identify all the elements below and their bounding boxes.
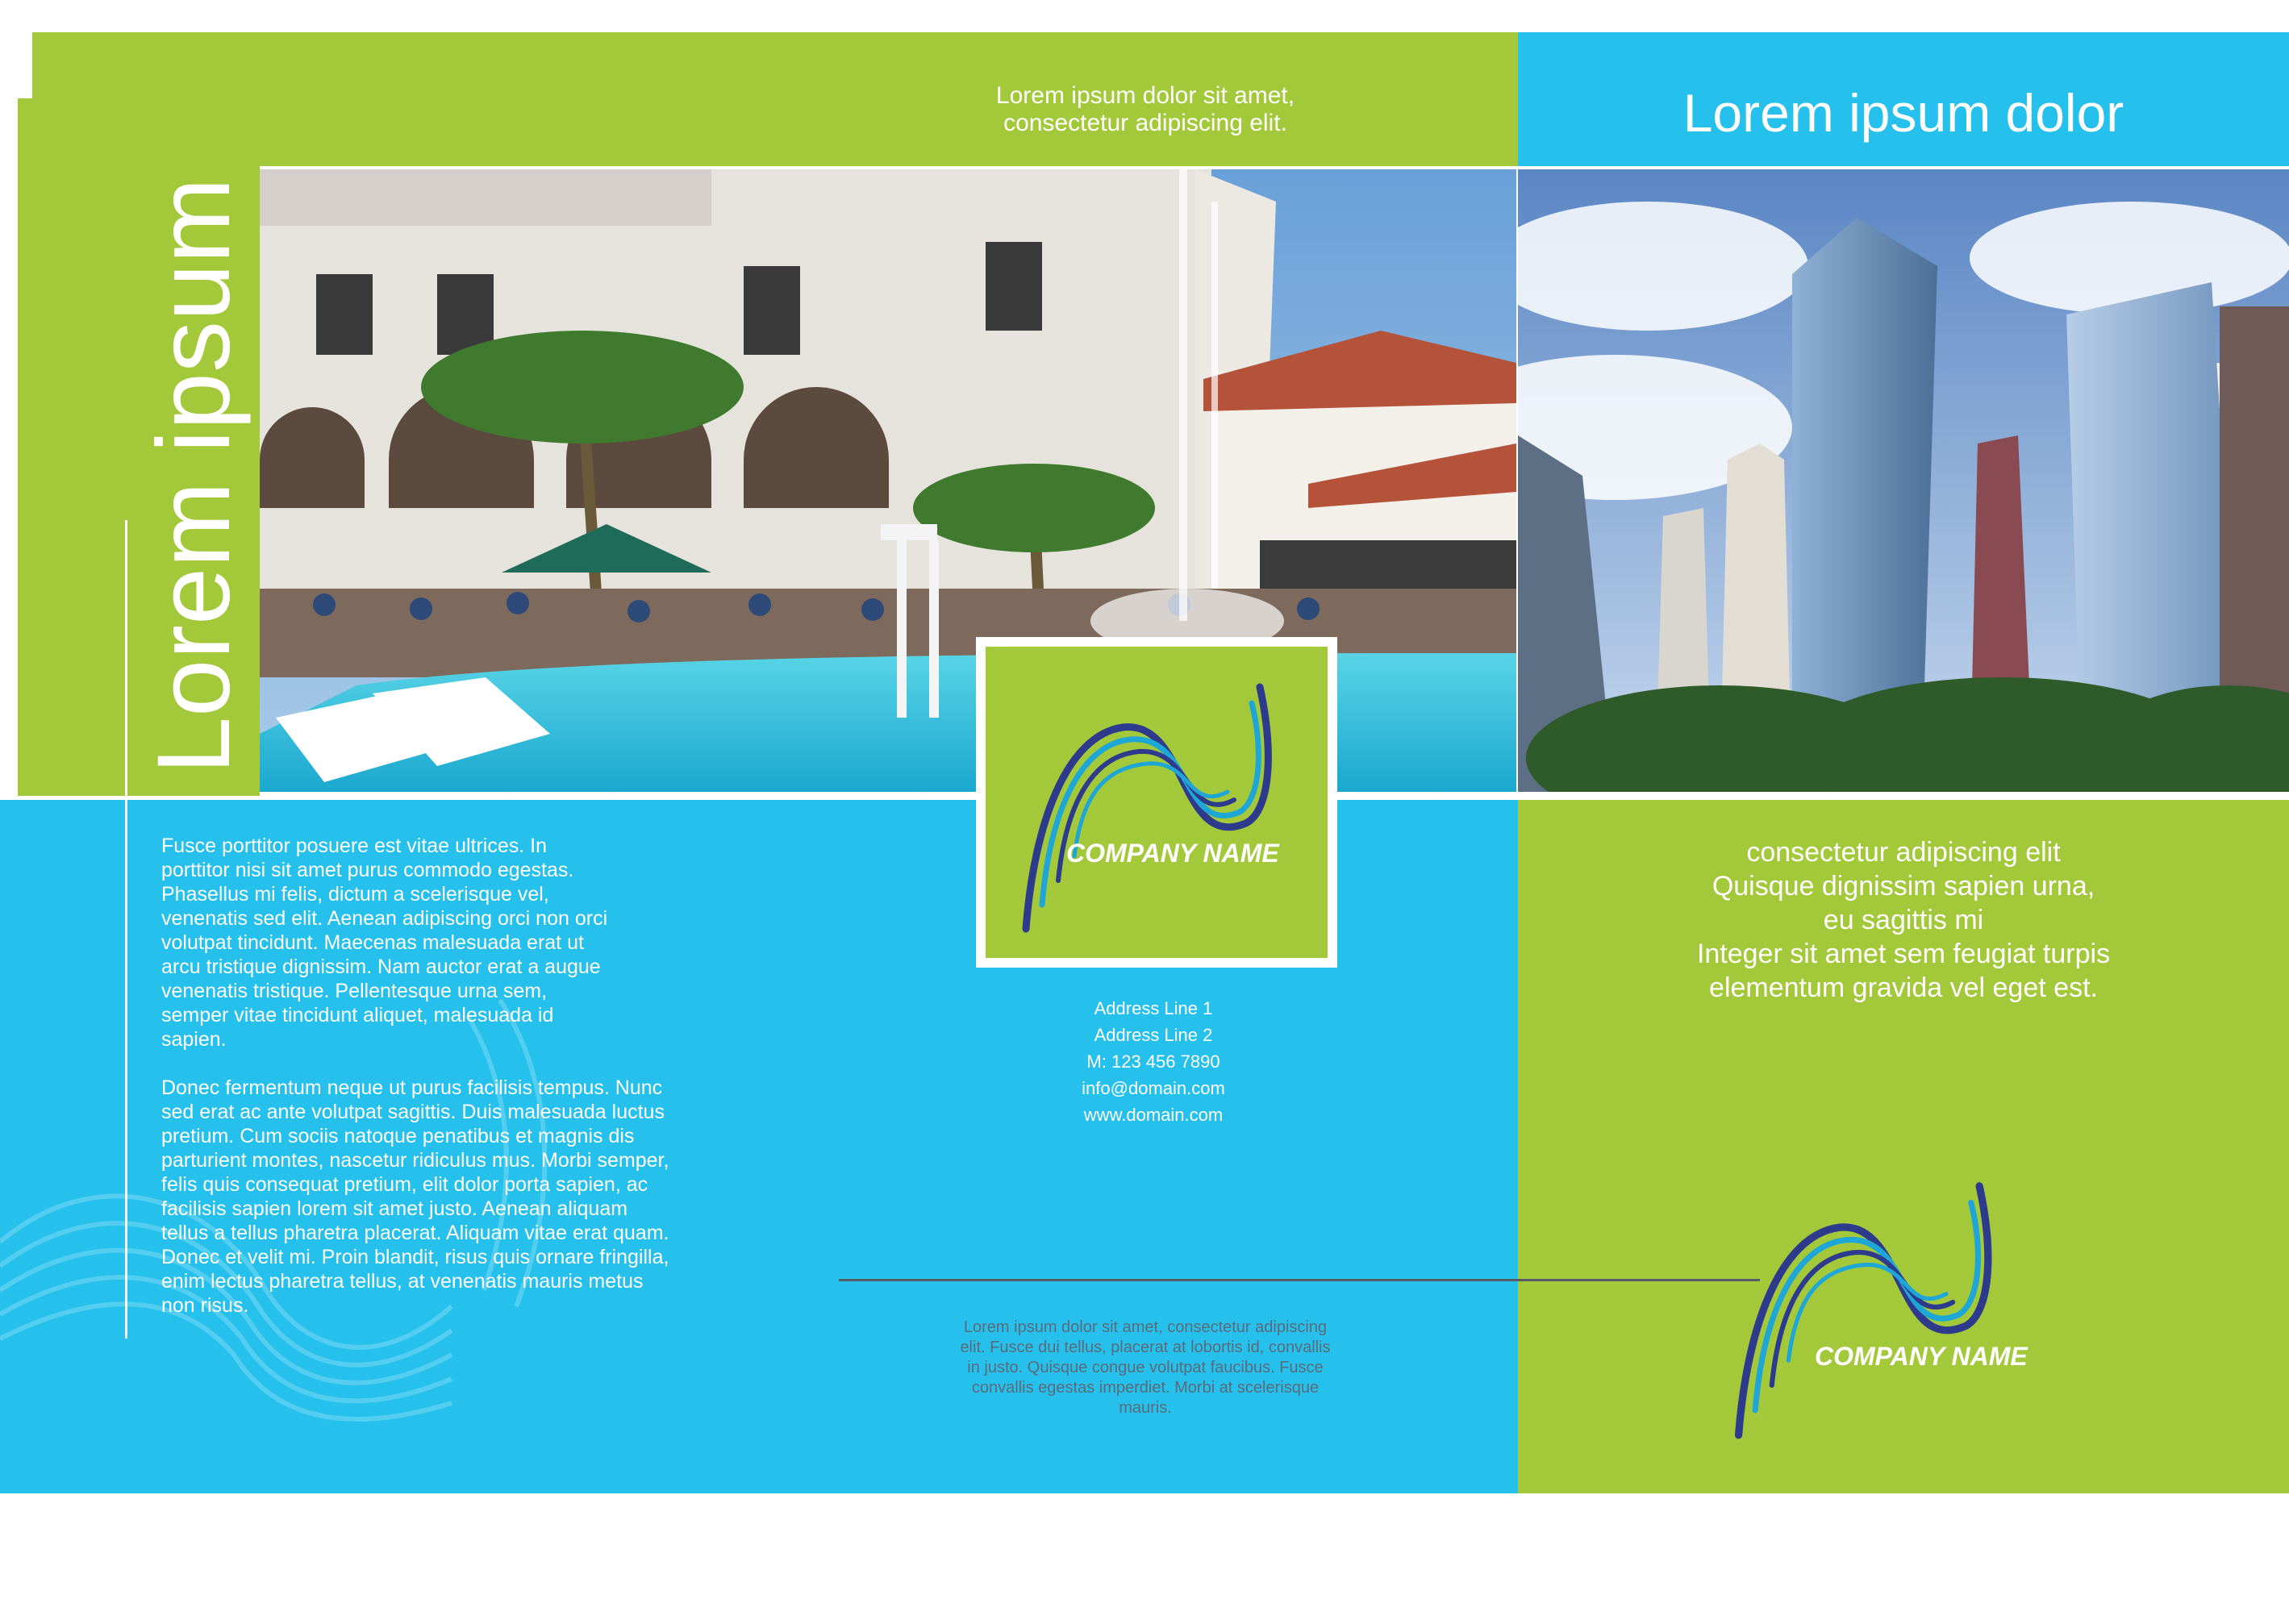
right-wave-logo-icon: [1726, 1161, 2000, 1443]
vertical-divider-line: [125, 520, 127, 1339]
address-line-1: Address Line 1: [1094, 998, 1213, 1018]
right-text-line-2: Quisque dignissim sapien urna,: [1712, 871, 2095, 902]
center-company-name: COMPANY NAME: [1066, 839, 1279, 868]
city-skyscrapers-photo: [1518, 169, 2289, 792]
left-body-paragraph-2: Donec fermentum neque ut purus facilisis tempus. Nunc sed erat ac ante volutpat sagittis. Duis malesuada luctus pretium. Cum sociis natoque penatibus et magnis dis parturient montes, nascetur ridiculus mus. Morbi semper, felis quis consequat pretium, elit dolor porta sapien, ac facilisis sapien lorem sit amet justo. Aenean aliquam tellus a tellus pharetra placerat. Aliquam vitae erat quam. Donec et velit mi. Proin blandit, risus quis ornare fringilla, enim lectus pharetra tellus, at venenatis mauris metus non risus.: [161, 1076, 669, 1317]
top-tagline: [919, 82, 1371, 137]
center-footer-text: Lorem ipsum dolor sit amet, consectetur adipiscing elit. Fusce dui tellus, placerat at lobortis id, convallis in justo. Quisque congue volutpat faucibus. Fusce convallis egestas imperdiet. Morbi at scelerisque mauris.: [960, 1318, 1331, 1417]
top-tagline-line2: consectetur adipiscing elit.: [1003, 110, 1287, 136]
center-logo-inner: [986, 647, 1328, 958]
address-block: [992, 995, 1315, 1128]
phone-number: M: 123 456 7890: [1086, 1051, 1220, 1072]
right-text-line-4: Integer sit amet sem feugiat turpis: [1696, 939, 2111, 969]
address-line-2: Address Line 2: [1094, 1025, 1213, 1045]
email-address: info@domain.com: [1082, 1078, 1225, 1098]
right-panel-title: Lorem ipsum dolor: [1682, 83, 2124, 143]
right-company-name: COMPANY NAME: [1815, 1342, 2028, 1371]
right-text-line-1: consectetur adipiscing elit: [1746, 837, 2061, 868]
right-text-line-3: eu sagittis mi: [1823, 905, 1984, 935]
right-text-block: [1518, 835, 2289, 1005]
website-url: www.domain.com: [1083, 1105, 1224, 1125]
center-logo-box: [976, 637, 1337, 968]
wave-logo-icon: [1018, 663, 1276, 937]
left-body-paragraph-1: Fusce porttitor posuere est vitae ultrices. In porttitor nisi sit amet purus commodo egestas. Phasellus mi felis, dictum a scelerisque vel, venenatis sed elit. Aenean adipiscing orci non orci volutpat tincidunt. Maecenas malesuada erat ut arcu tristique dignissim. Nam auctor erat a augue venenatis tristique. Pellentesque urna sem, semper vitae tincidunt aliquet, malesuada id sapien.: [161, 835, 608, 1051]
top-tagline-line1: Lorem ipsum dolor sit amet,: [995, 82, 1295, 109]
right-text-line-5: elementum gravida vel eget est.: [1709, 972, 2098, 1003]
vertical-title: Lorem ipsum: [136, 177, 252, 774]
horizontal-divider-line: [839, 1279, 1760, 1281]
